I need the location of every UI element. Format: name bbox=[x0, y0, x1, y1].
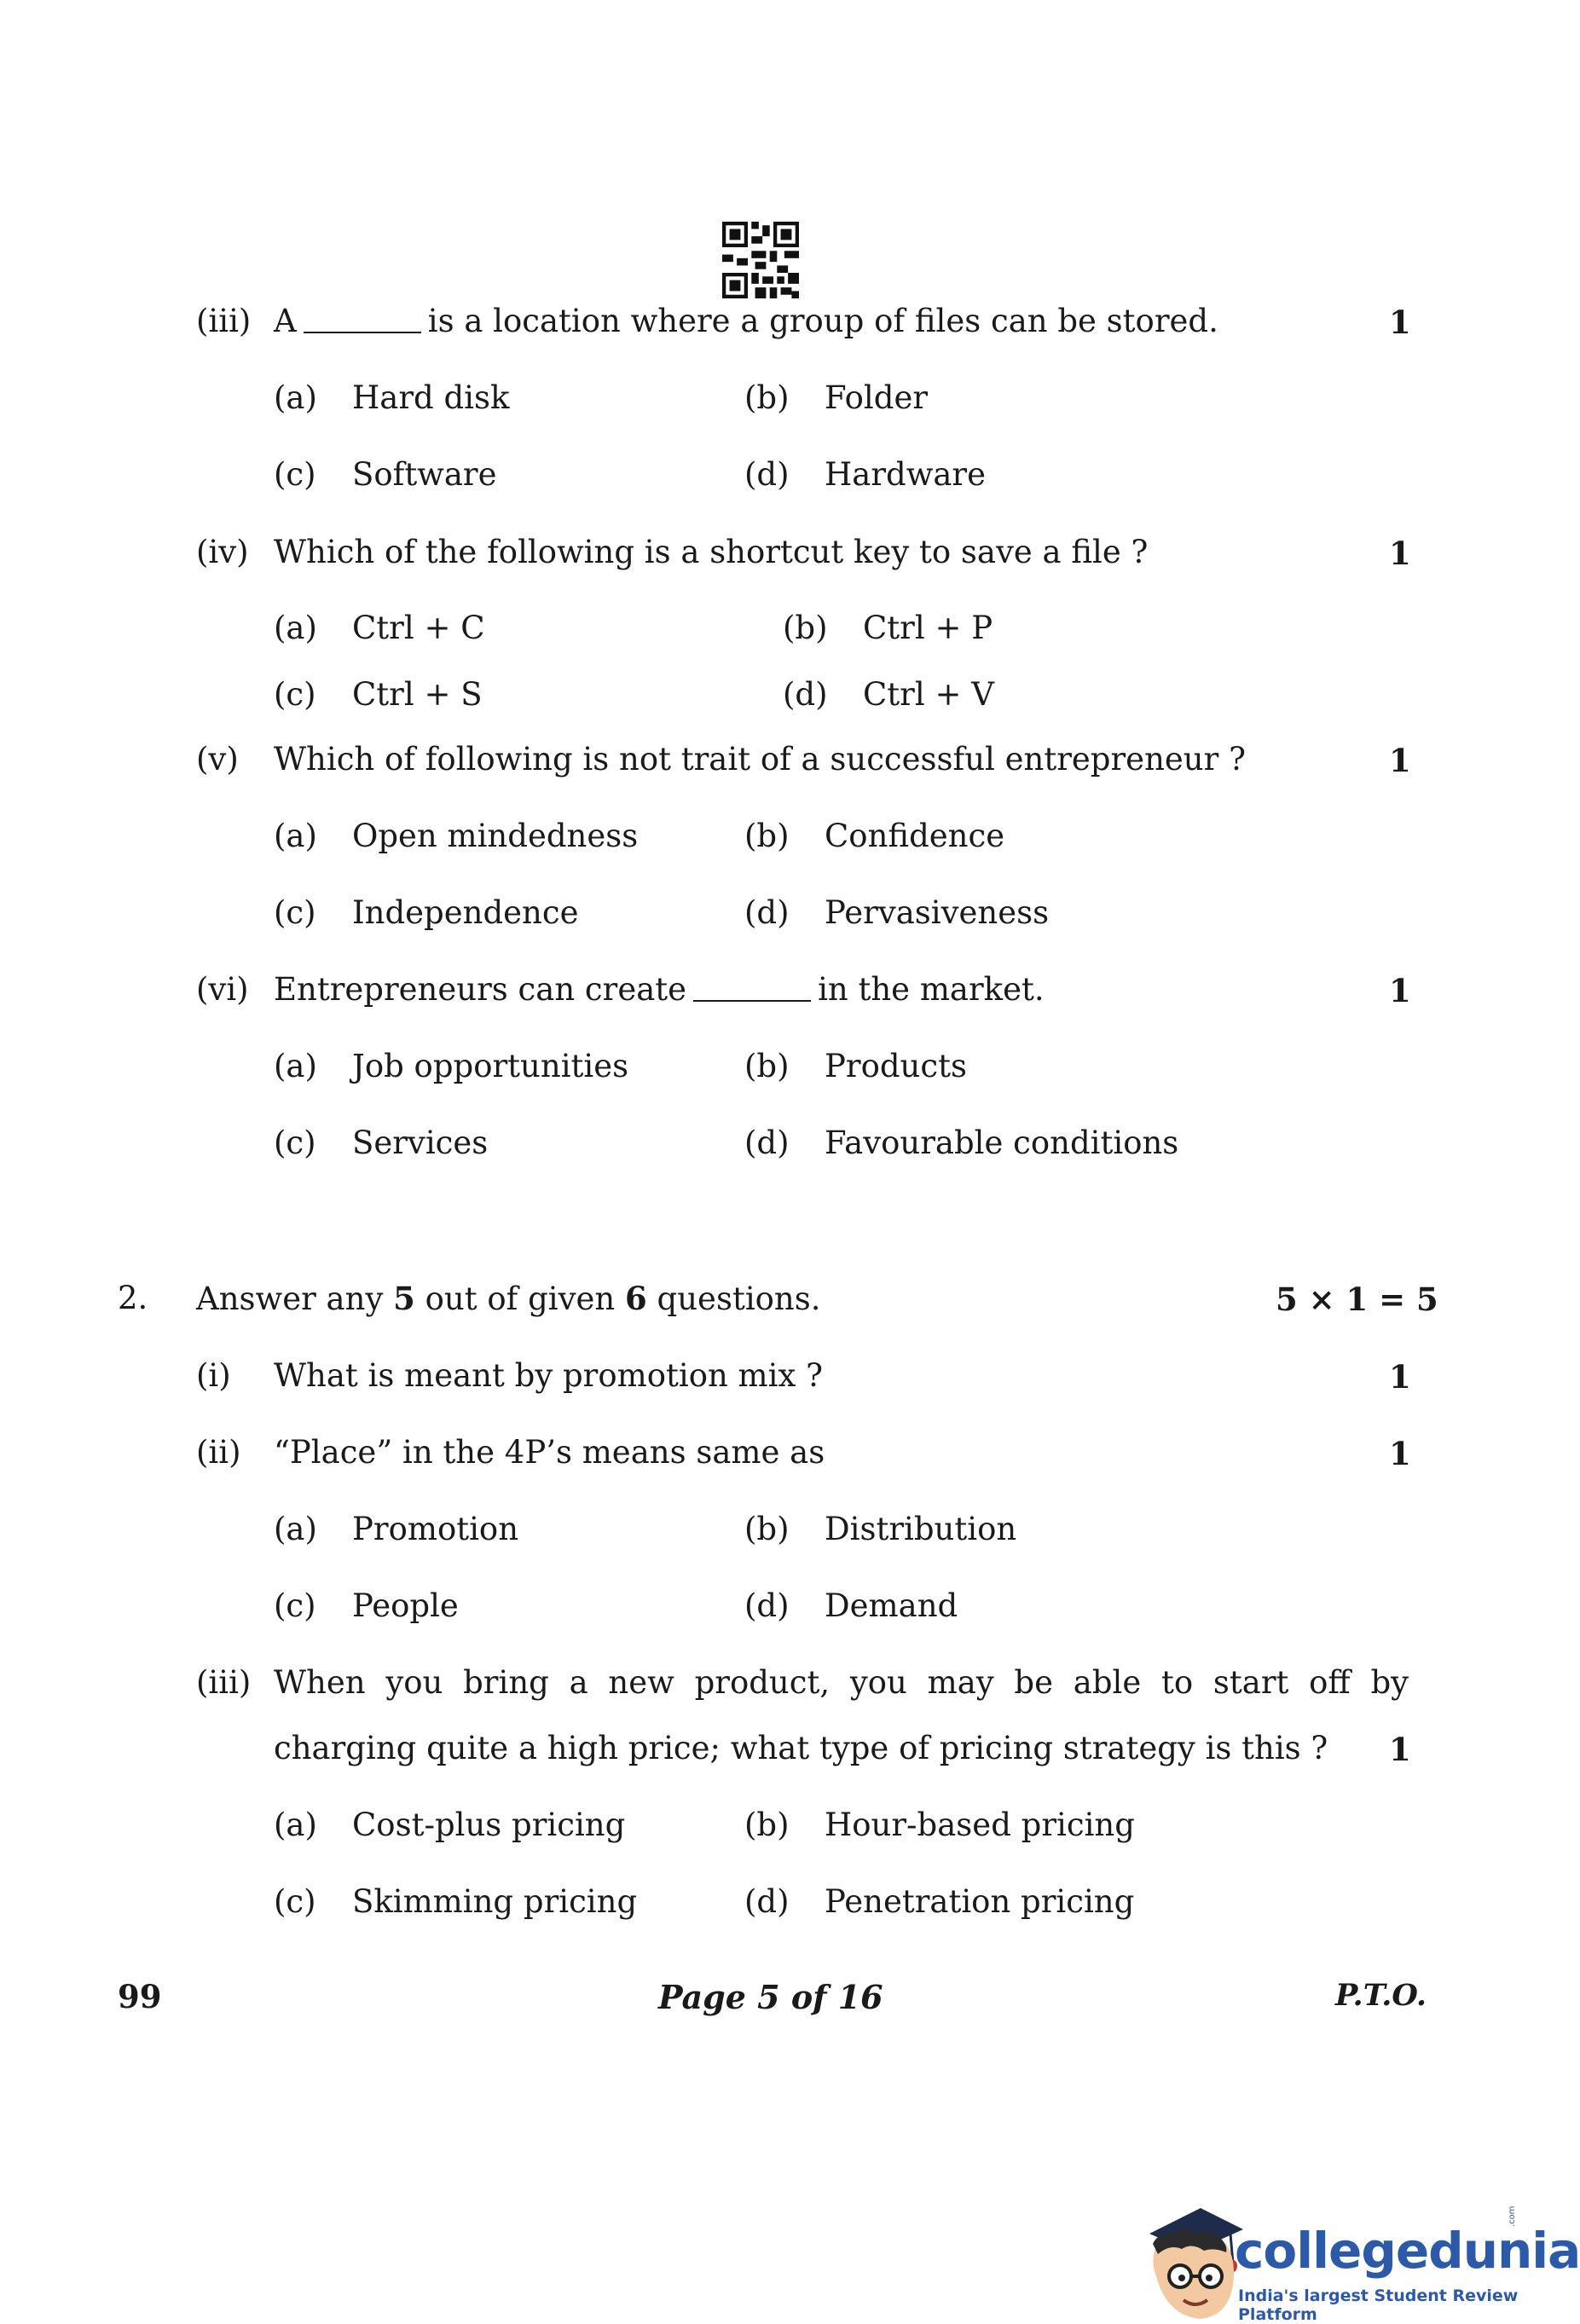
marks: 1 bbox=[1389, 1435, 1411, 1472]
option-label: (c) bbox=[274, 676, 316, 713]
option-text: Software bbox=[352, 456, 497, 493]
option-label: (b) bbox=[744, 1807, 790, 1843]
option-label: (d) bbox=[744, 894, 790, 931]
question-stem: Entrepreneurs can create in the market. bbox=[274, 971, 1045, 1008]
option-label: (c) bbox=[274, 1587, 316, 1624]
option-text: Skimming pricing bbox=[352, 1883, 638, 1920]
option-text: Job opportunities bbox=[352, 1048, 629, 1084]
option-text: Ctrl + C bbox=[352, 610, 485, 646]
option-text: Penetration pricing bbox=[825, 1883, 1135, 1920]
option-label: (c) bbox=[274, 456, 316, 493]
option-label: (b) bbox=[744, 379, 790, 416]
option-text: Hardware bbox=[825, 456, 987, 493]
question-stem: What is meant by promotion mix ? bbox=[274, 1357, 823, 1394]
marks: 1 bbox=[1389, 535, 1411, 572]
marks: 1 bbox=[1389, 742, 1411, 779]
question-number: (v) bbox=[196, 741, 239, 778]
option-label: (b) bbox=[744, 1048, 790, 1084]
option-label: (a) bbox=[274, 1048, 317, 1084]
option-text: Confidence bbox=[825, 818, 1005, 854]
option-label: (a) bbox=[274, 379, 317, 416]
option-label: (b) bbox=[744, 818, 790, 854]
option-label: (b) bbox=[744, 1511, 790, 1547]
option-label: (c) bbox=[274, 1124, 316, 1161]
option-label: (d) bbox=[744, 456, 790, 493]
option-label: (b) bbox=[783, 610, 828, 646]
option-label: (a) bbox=[274, 1511, 317, 1547]
blank-line bbox=[693, 1000, 811, 1002]
question-number: (i) bbox=[196, 1357, 231, 1394]
option-text: Promotion bbox=[352, 1511, 519, 1547]
brand-tagline: India's largest Student Review Platform bbox=[1238, 2286, 1519, 2324]
question-number: 2. bbox=[118, 1280, 148, 1316]
option-label: (a) bbox=[274, 610, 317, 646]
option-text: Hard disk bbox=[352, 379, 510, 416]
marks: 1 bbox=[1389, 972, 1411, 1009]
marks: 5 × 1 = 5 bbox=[1276, 1281, 1438, 1318]
option-text: Ctrl + V bbox=[863, 676, 994, 713]
option-label: (d) bbox=[744, 1883, 790, 1920]
option-text: Hour-based pricing bbox=[825, 1807, 1135, 1843]
option-text: Ctrl + P bbox=[863, 610, 993, 646]
marks: 1 bbox=[1389, 1731, 1411, 1768]
marks: 1 bbox=[1389, 1358, 1411, 1396]
option-label: (d) bbox=[783, 676, 828, 713]
question-number: (iv) bbox=[196, 534, 249, 570]
option-text: Cost-plus pricing bbox=[352, 1807, 626, 1843]
question-stem: “Place” in the 4P’s means same as bbox=[274, 1434, 825, 1471]
option-label: (c) bbox=[274, 1883, 316, 1920]
option-label: (d) bbox=[744, 1587, 790, 1624]
marks: 1 bbox=[1389, 304, 1411, 341]
brand-suffix: .com bbox=[1508, 2205, 1517, 2227]
option-text: Distribution bbox=[825, 1511, 1017, 1547]
option-text: Open mindedness bbox=[352, 818, 639, 854]
paper-code: 99 bbox=[118, 1978, 162, 2015]
option-label: (a) bbox=[274, 818, 317, 854]
question-stem-line-1: When you bring a new product, you may be able to start off by bbox=[274, 1664, 1409, 1701]
option-label: (c) bbox=[274, 894, 316, 931]
option-text: Ctrl + S bbox=[352, 676, 483, 713]
question-stem-line-2: charging quite a high price; what type of pricing strategy is this ? bbox=[274, 1730, 1328, 1766]
page-number: Page 5 of 16 bbox=[658, 1978, 883, 2016]
option-text: Products bbox=[825, 1048, 967, 1084]
option-text: Folder bbox=[825, 379, 929, 416]
pto-label: P.T.O. bbox=[1335, 1978, 1427, 2013]
option-label: (a) bbox=[274, 1807, 317, 1843]
question-number: (ii) bbox=[196, 1434, 241, 1471]
question-stem: Which of the following is a shortcut key to save a file ? bbox=[274, 534, 1149, 570]
question-stem: Which of following is not trait of a successful entrepreneur ? bbox=[274, 741, 1246, 778]
question-number: (iii) bbox=[196, 1664, 252, 1701]
brand-logo-text: collegedunia bbox=[1235, 2222, 1580, 2280]
option-text: Favourable conditions bbox=[825, 1124, 1179, 1161]
option-text: Services bbox=[352, 1124, 489, 1161]
option-label: (d) bbox=[744, 1124, 790, 1161]
option-text: Independence bbox=[352, 894, 579, 931]
question-instruction: Answer any 5 out of given 6 questions. bbox=[196, 1280, 821, 1317]
qr-code-icon bbox=[722, 222, 799, 298]
question-number: (iii) bbox=[196, 303, 252, 339]
question-stem: A is a location where a group of files can be stored. bbox=[274, 303, 1218, 339]
blank-line bbox=[304, 332, 421, 333]
option-text: Demand bbox=[825, 1587, 958, 1624]
question-number: (vi) bbox=[196, 971, 249, 1008]
option-text: Pervasiveness bbox=[825, 894, 1050, 931]
option-text: People bbox=[352, 1587, 459, 1624]
